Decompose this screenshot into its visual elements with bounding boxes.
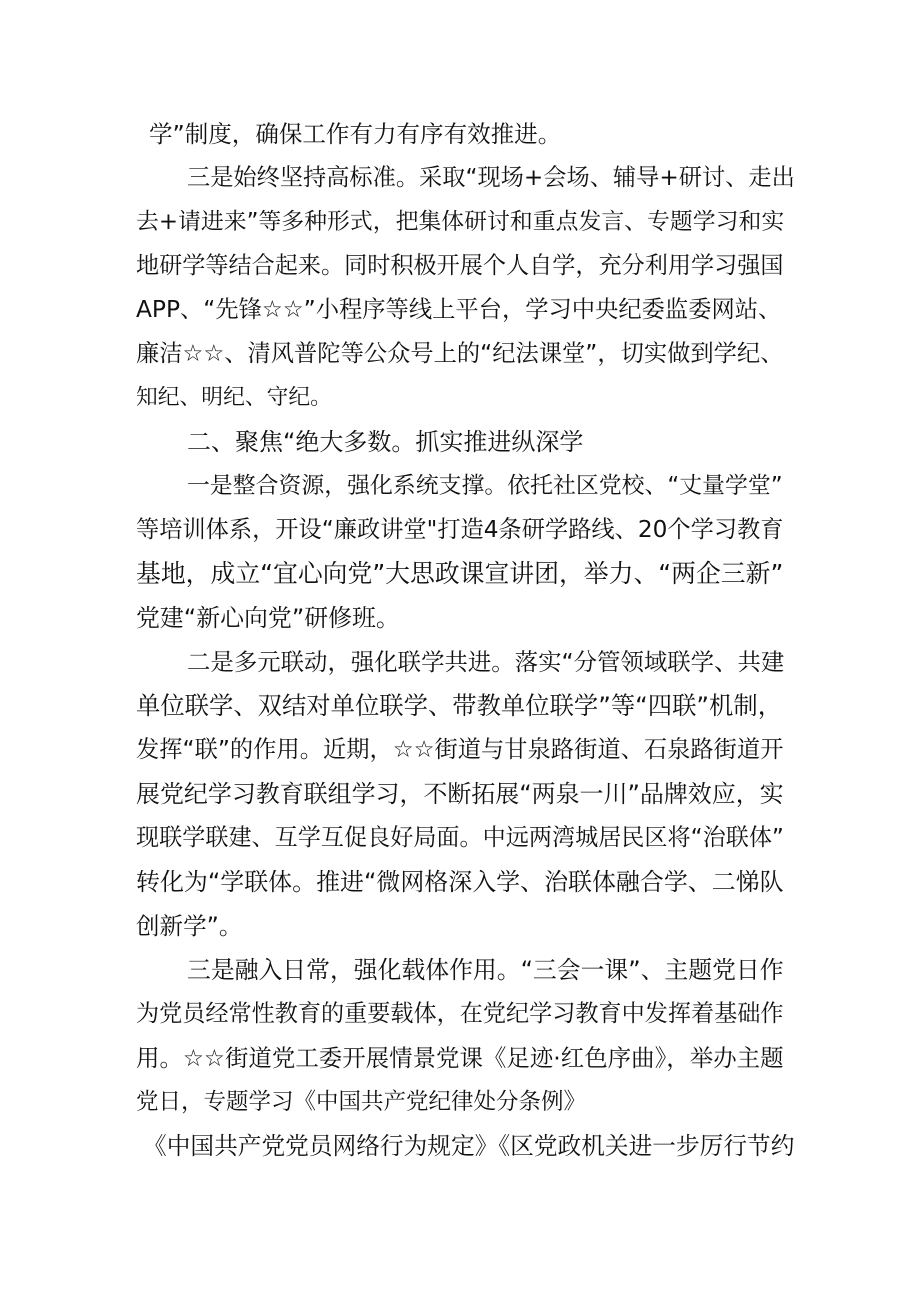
text-line: 知纪、明纪、守纪。 [136, 385, 332, 410]
text-line: 一是整合资源，强化系统支撑。依托社区党校、“丈量学堂” [187, 473, 783, 499]
text-line: 创新学”。 [136, 912, 243, 940]
text-line: 党建“新心向党”研修班。 [136, 604, 400, 632]
text-line: 二是多元联动，强化联学共进。落实“分管领域联学、共建 [187, 648, 785, 676]
text-line: 三是始终坚持高标准。采取“现场+会场、辅导+研讨、走出 [187, 164, 795, 191]
text-line: 去+请进来”等多种形式，把集体研讨和重点发言、专题学习和实 [136, 209, 785, 235]
text-line: 展党纪学习教育联组学习，不断拓展“两泉一川”品牌效应，实 [136, 780, 784, 808]
section-heading: 二、聚焦“绝大多数。抓实推进纵深学 [187, 428, 584, 456]
text-line: 地研学等结合起来。同时积极开展个人自学，充分利用学习强国 [136, 253, 784, 279]
text-line: 三是融入日常，强化载体作用。“三会一课”、主题党日作 [187, 956, 784, 984]
text-line: 学”制度，确保工作有力有序有效推进。 [149, 120, 562, 148]
text-line: 转化为“学联体。推进“微网格深入学、治联体融合学、二悌队 [136, 868, 784, 896]
text-line: 发挥“联”的作用。近期，☆☆街道与甘泉路街道、石泉路街道开 [136, 736, 784, 763]
text-line: 为党员经常性教育的重要载体，在党纪学习教育中发挥着基础作 [136, 1001, 784, 1027]
text-line: 党日，专题学习《中国共产党纪律处分条例》 [136, 1089, 587, 1115]
text-line: 现联学联建、互学互促良好局面。中远两湾城居民区将“治联体” [136, 825, 784, 851]
text-line: 单位联学、双结对单位联学、带教单位联学”等“四联”机制， [136, 691, 783, 720]
text-line: 等培训体系，开设“廉政讲堂"打造4条研学路线、20个学习教育 [136, 516, 784, 543]
text-line: 《中国共产党党员网络行为规定》《区党政机关进一步厉行节约 [143, 1132, 795, 1160]
text-line: 基地，成立“宜心向党”大思政课宣讲团，举力、“两企三新” [136, 559, 784, 588]
text-line: APP、“先锋☆☆”小程序等线上平台，学习中央纪委监委网站、 [136, 296, 782, 323]
text-line: 廉洁☆☆、清风普陀等公众号上的“纪法课堂”，切实做到学纪、 [136, 340, 784, 367]
text-line: 用。☆☆街道党工委开展情景党课《足迹·红色序曲》，举办主题 [136, 1044, 784, 1072]
